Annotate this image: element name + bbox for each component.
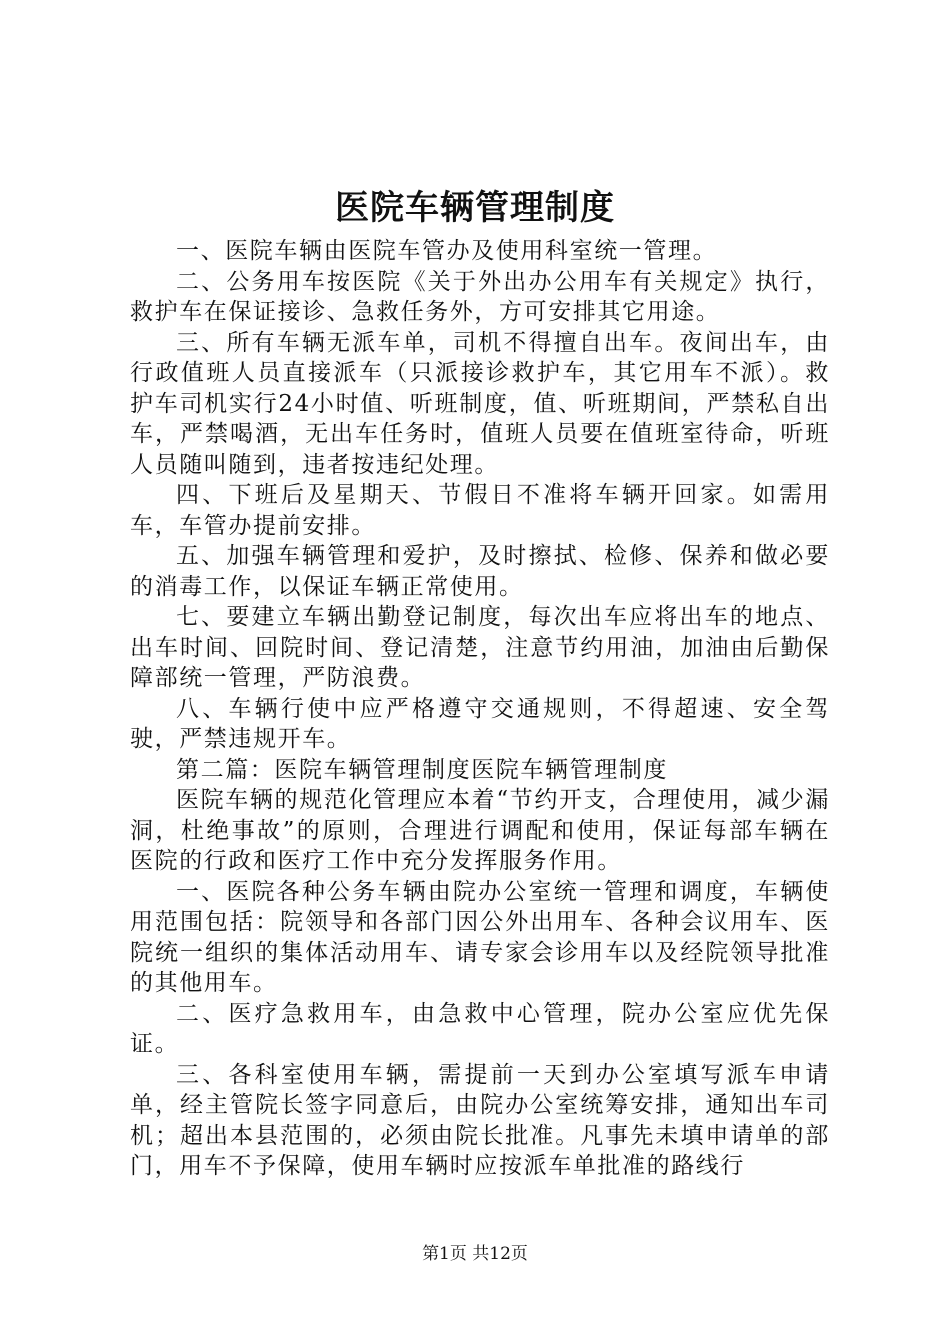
paragraph: 五、加强车辆管理和爱护，及时擦拭、检修、保养和做必要的消毒工作，以保证车辆正常使用。 xyxy=(130,543,830,600)
paragraph: 三、各科室使用车辆，需提前一天到办公室填写派车申请单，经主管院长签字同意后，由院办公室统筹安排，通知出车司机；超出本县范围的，必须由院长批准。凡事先未填申请单的部门，用车不予保障，使用车辆时应按派车单批准的路线行 xyxy=(130,1061,830,1179)
paragraph: 二、医疗急救用车，由急救中心管理，院办公室应优先保证。 xyxy=(130,1000,830,1057)
paragraph: 医院车辆的规范化管理应本着“节约开支，合理使用，减少漏洞，杜绝事故”的原则，合理进行调配和使用，保证每部车辆在医院的行政和医疗工作中充分发挥服务作用。 xyxy=(130,787,830,874)
page-footer: 第1页 共12页 xyxy=(422,1244,528,1264)
paragraph: 七、要建立车辆出勤登记制度，每次出车应将出车的地点、出车时间、回院时间、登记清楚，注意节约用油，加油由后勤保障部统一管理，严防浪费。 xyxy=(130,604,830,691)
document-title: 医院车辆管理制度 xyxy=(335,188,615,228)
document-body xyxy=(130,236,830,1182)
paragraph: 一、医院车辆由医院车管办及使用科室统一管理。 xyxy=(176,238,718,264)
paragraph: 三、所有车辆无派车单，司机不得擅自出车。夜间出车，由行政值班人员直接派车（只派接诊救护车，其它用车不派）。救护车司机实行24小时值、听班制度，值、听班期间，严禁私自出车，严禁喝酒，无出车任务时，值班人员要在值班室待命，听班人员随叫随到，违者按违纪处理。 xyxy=(130,329,830,478)
section-heading: 第二篇：医院车辆管理制度医院车辆管理制度 xyxy=(176,756,668,783)
paragraph: 八、车辆行使中应严格遵守交通规则，不得超速、安全驾驶，严禁违规开车。 xyxy=(130,695,830,752)
paragraph: 四、下班后及星期天、节假日不准将车辆开回家。如需用车，车管办提前安排。 xyxy=(130,482,830,539)
paragraph: 二、公务用车按医院《关于外出办公用车有关规定》执行，救护车在保证接诊、急救任务外，方可安排其它用途。 xyxy=(130,268,830,325)
paragraph: 一、医院各种公务车辆由院办公室统一管理和调度，车辆使用范围包括：院领导和各部门因公外出用车、各种会议用车、医院统一组织的集体活动用车、请专家会诊用车以及经院领导批准的其他用车。 xyxy=(130,878,830,996)
